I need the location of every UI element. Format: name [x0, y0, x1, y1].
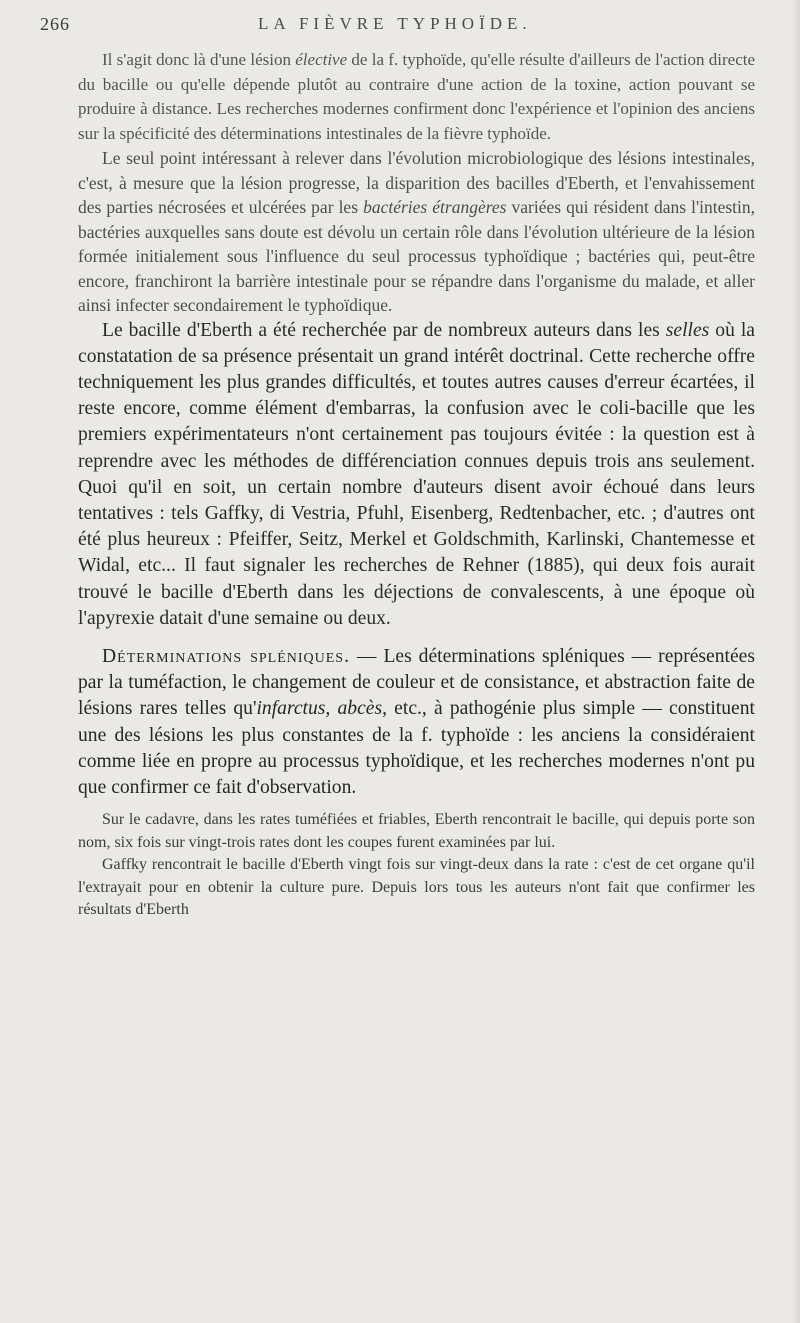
text-run: —: [349, 645, 384, 667]
text-run: de la f. typhoïde, qu'elle résulte d'ailleurs de l'action directe du bacille ou qu'elle dépende plutôt au contraire d'une action de la toxine, action pouvant se produire à distance. Les recherches modernes confirment donc l'expérience et l'opinion des anciens sur la spécificité des déterminations intestinales de la fièvre typhoïde.: [78, 50, 756, 143]
text-run: Le bacille d'Eberth a été recherchée par de nombreux auteurs dans les: [102, 319, 666, 341]
page-number: 266: [40, 14, 70, 34]
text-run: variées qui résident dans l'intestin, bactéries auxquelles sans doute est dévolu un certain rôle dans l'évolution ultérieure de la lésion formée initialement sous l'influence du seul processus typhoïdique ; bactéries qui, peut-être encore, franchiront la barrière intestinale pour se répandre dans l'organisme du malade, et aller ainsi infecter secondairement le typhoïdique.: [78, 197, 755, 315]
footnote-eberth-cadaver: Sur le cadavre, dans les rates tuméfiées et friables, Eberth rencontrait le bacille, qui depuis porte son nom, six fois sur vingt-trois rates dont les coupes furent examinées par lui.: [78, 811, 755, 851]
emphasis-text: selles: [665, 319, 710, 341]
text-run: Les déterminations spléniques — représentées par la tuméfaction, le changement de couleur et de consistance, et abstraction faite de lésions rares telles qu': [78, 645, 756, 720]
page-header: [40, 14, 744, 44]
section-splenic-determinations: [78, 644, 755, 801]
text-run: où la constatation de sa présence présentait un grand intérêt doctrinal. Cette recherche offre techniquement les plus grandes difficultés, et toutes autres causes d'erreur écartées, il reste encore, comme élément d'embarras, la confusion avec le coli-bacille que les premiers expérimentateurs n'ont certainement pas toujours évitée : la question est à reprendre avec les méthodes de différenciation connues depuis trois ans seulement. Quoi qu'il en soit, un certain nombre d'auteurs disent avoir échoué dans leurs tentatives : tels Gaffky, di Vestria, Pfuhl, Eisenberg, Redtenbacher, etc. ; d'autres ont été plus heureux : Pfeiffer, Seitz, Merkel et Goldschmith, Karlinski, Chantemesse et Widal, etc... Il faut signaler les recherches de Rehner (1885), qui deux fois aurait trouvé le bacille d'Eberth dans les déjections de convalescents, à une époque où l'apyrexie datait d'une semaine ou deux.: [78, 319, 756, 629]
footnotes: [78, 809, 755, 922]
text-run: Il s'agit donc là d'une lésion: [102, 50, 296, 69]
paragraph-microbiological-evolution: [78, 146, 755, 318]
emphasis-text: élective: [295, 50, 348, 69]
paragraph-eberth-bacillus-selles: [78, 318, 755, 632]
page-body: [78, 48, 755, 922]
footnote-gaffky: Gaffky rencontrait le bacille d'Eberth vingt fois sur vingt-deux dans la rate : c'est de cet organe qu'il l'extrayait pour en obtenir la culture pure. Depuis lors tous les auteurs n'ont fait que confirmer les résultats d'Eberth: [78, 856, 755, 919]
section-heading: Déterminations spléniques.: [102, 645, 350, 667]
emphasis-text: infarctus, abcès: [256, 698, 383, 720]
paragraph-intestinal-specificity: [78, 48, 755, 146]
page-edge-shadow: [792, 0, 800, 1323]
text-run: Le seul point intéressant à relever dans l'évolution microbiologique des lésions intestinales, c'est, à mesure que la lésion progresse, la disparition des bacilles d'Eberth, et l'envahissement des parties nécrosées et ulcérées par les: [78, 148, 755, 217]
emphasis-text: bactéries étrangères: [363, 197, 507, 217]
text-run: , etc., à pathogénie plus simple — constituent une des lésions les plus constantes de la f. typhoïde : les anciens la considéraient comme liée en propre au processus typhoïdique, et les recherches modernes n'ont pu que confirmer ce fait d'observation.: [78, 698, 755, 798]
running-title: LA FIÈVRE TYPHOÏDE.: [258, 14, 532, 33]
